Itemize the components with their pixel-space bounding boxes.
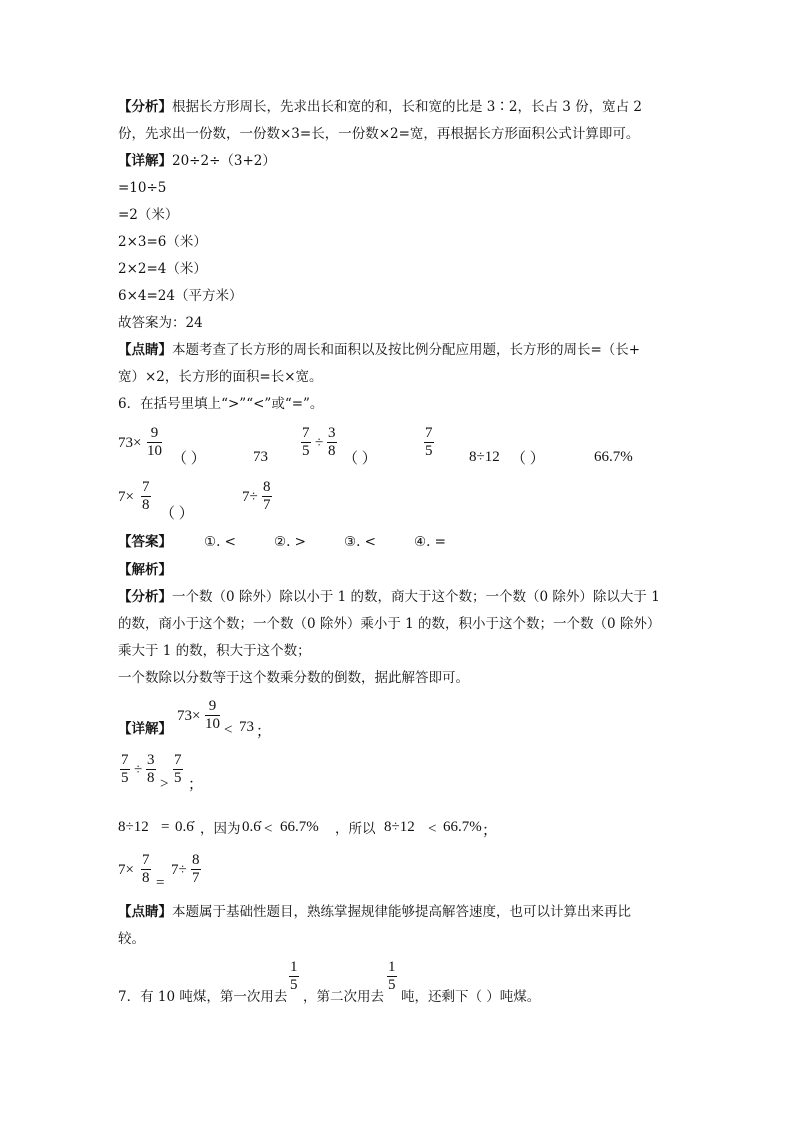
comment-line-2: 较。	[118, 931, 145, 947]
fraction-8-7: 8 7	[263, 479, 271, 513]
analysis-line-4: 一个数除以分数等于这个数乘分数的倒数，据此解答即可。	[118, 670, 469, 686]
comment-line-1: 【点睛】本题考查了长方形的周长和面积以及按比例分配应用题，长方形的周长=（长+	[118, 342, 641, 358]
percent-value: 66.7%	[443, 819, 482, 835]
expr-c-right: 66.7%	[594, 449, 633, 465]
analysis-line-1: 【分析】根据长方形周长，先求出长和宽的和，长和宽的比是 3∶2，长占 3 份，宽占 2	[118, 99, 643, 115]
fraction-3-8-detail: 3 8	[147, 752, 155, 786]
answer-item: ③. <	[344, 534, 376, 550]
answer-line: 【答案】 ①. < ②. > ③. < ④. =	[118, 534, 446, 550]
comment-line-2: 宽）×2，长方形的面积=长×宽。	[118, 369, 323, 385]
answer-item: ②. >	[274, 534, 306, 550]
divide-sign: ÷	[134, 762, 143, 778]
so-text: ，所以	[335, 821, 376, 837]
step-line: 6×4=24（平方米）	[118, 288, 243, 304]
detail-label: 【详解】	[118, 721, 172, 737]
step-line: =10÷5	[118, 180, 167, 196]
analysis-line-2: 份，先求出一份数，一份数×3=长，一份数×2=宽，再根据长方形面积公式计算即可。	[118, 126, 640, 142]
detail-1-right: 73	[239, 719, 254, 735]
expr-a-right: 73	[253, 449, 268, 465]
fraction-7-8: 7 8	[142, 479, 150, 513]
question-7-text-3: 吨，还剩下（ ）吨煤。	[401, 989, 541, 1005]
answer-line: 故答案为：24	[118, 315, 203, 331]
greater-than-sign: >	[160, 776, 169, 792]
fraction-7-5-right: 7 5	[425, 425, 433, 459]
answer-item: ④. =	[414, 534, 446, 550]
expr-a-left: 73×	[118, 435, 142, 451]
fraction-7-5-detail-right: 7 5	[174, 752, 182, 786]
blank-paren-b[interactable]: （ ）	[343, 451, 377, 467]
fraction-7-8-detail: 7 8	[142, 852, 150, 886]
detail-line: 【详解】20÷2÷（3+2）	[118, 153, 276, 169]
detail-4-left: 7×	[118, 862, 134, 878]
fraction-1-5-second: 1 5	[388, 959, 396, 993]
blank-paren-d[interactable]: （ ）	[160, 506, 194, 522]
blank-paren-a[interactable]: （ ）	[172, 451, 206, 467]
semicolon: ；	[188, 777, 204, 793]
analysis-line-1: 【分析】一个数（0 除外）除以小于 1 的数，商大于这个数；一个数（0 除外）除以大于 1	[118, 589, 660, 605]
semicolon: ；	[482, 823, 498, 839]
because-text: ，因为	[200, 821, 241, 837]
comment-line-1: 【点睛】本题属于基础性题目，熟练掌握规律能够提高解答速度，也可以计算出来再比	[118, 904, 631, 920]
question-6-prompt: 6．在括号里填上“>”“<”或“=”。	[118, 396, 324, 412]
less-than-sign: <	[224, 722, 233, 738]
expr-d-right: 7÷	[242, 489, 258, 505]
repeating-decimal: 0.6̇	[175, 819, 194, 835]
detail-3-left: 8÷12	[118, 819, 149, 835]
fraction-3-8: 3 8	[328, 425, 336, 459]
fraction-7-5: 7 5	[302, 425, 310, 459]
detail-4-right: 7÷	[171, 862, 187, 878]
blank-paren-c[interactable]: （ ）	[511, 451, 545, 467]
question-7-text-2: ，第二次用去	[303, 989, 384, 1005]
analysis-line-3: 乘大于 1 的数，积大于这个数；	[118, 643, 311, 659]
percent-value: 66.7%	[280, 819, 319, 835]
divide-sign: ÷	[315, 435, 324, 451]
analysis-line-2: 的数，商小于这个数；一个数（0 除外）乘小于 1 的数，积小于这个数；一个数（0 除外）	[118, 616, 661, 632]
fraction-7-5-detail: 7 5	[121, 752, 129, 786]
step-line: =2（米）	[118, 207, 179, 223]
expr-d-left: 7×	[118, 489, 134, 505]
question-7-text-1: 7．有 10 吨煤，第一次用去	[118, 989, 288, 1005]
semicolon: ；	[256, 724, 272, 740]
step-line: 2×3=6（米）	[118, 234, 207, 250]
fraction-9-10-detail: 9 10	[205, 698, 220, 732]
equals-sign: =	[156, 875, 165, 891]
fraction-8-7-detail: 8 7	[192, 852, 200, 886]
less-than-sign: <	[428, 821, 437, 837]
expr-c-left: 8÷12	[469, 449, 500, 465]
detail-3-left-2: 8÷12	[384, 819, 415, 835]
repeating-decimal: 0.6̇	[242, 819, 261, 835]
fraction-9-10: 9 10	[147, 425, 162, 459]
answer-item: ①. <	[204, 534, 236, 550]
step-line: 2×2=4（米）	[118, 261, 207, 277]
less-than-sign: <	[264, 821, 273, 837]
equals-sign: =	[161, 819, 170, 835]
fraction-1-5: 1 5	[290, 959, 298, 993]
detail-1-left: 73×	[177, 708, 201, 724]
analysis-title: 【解析】	[118, 562, 172, 578]
